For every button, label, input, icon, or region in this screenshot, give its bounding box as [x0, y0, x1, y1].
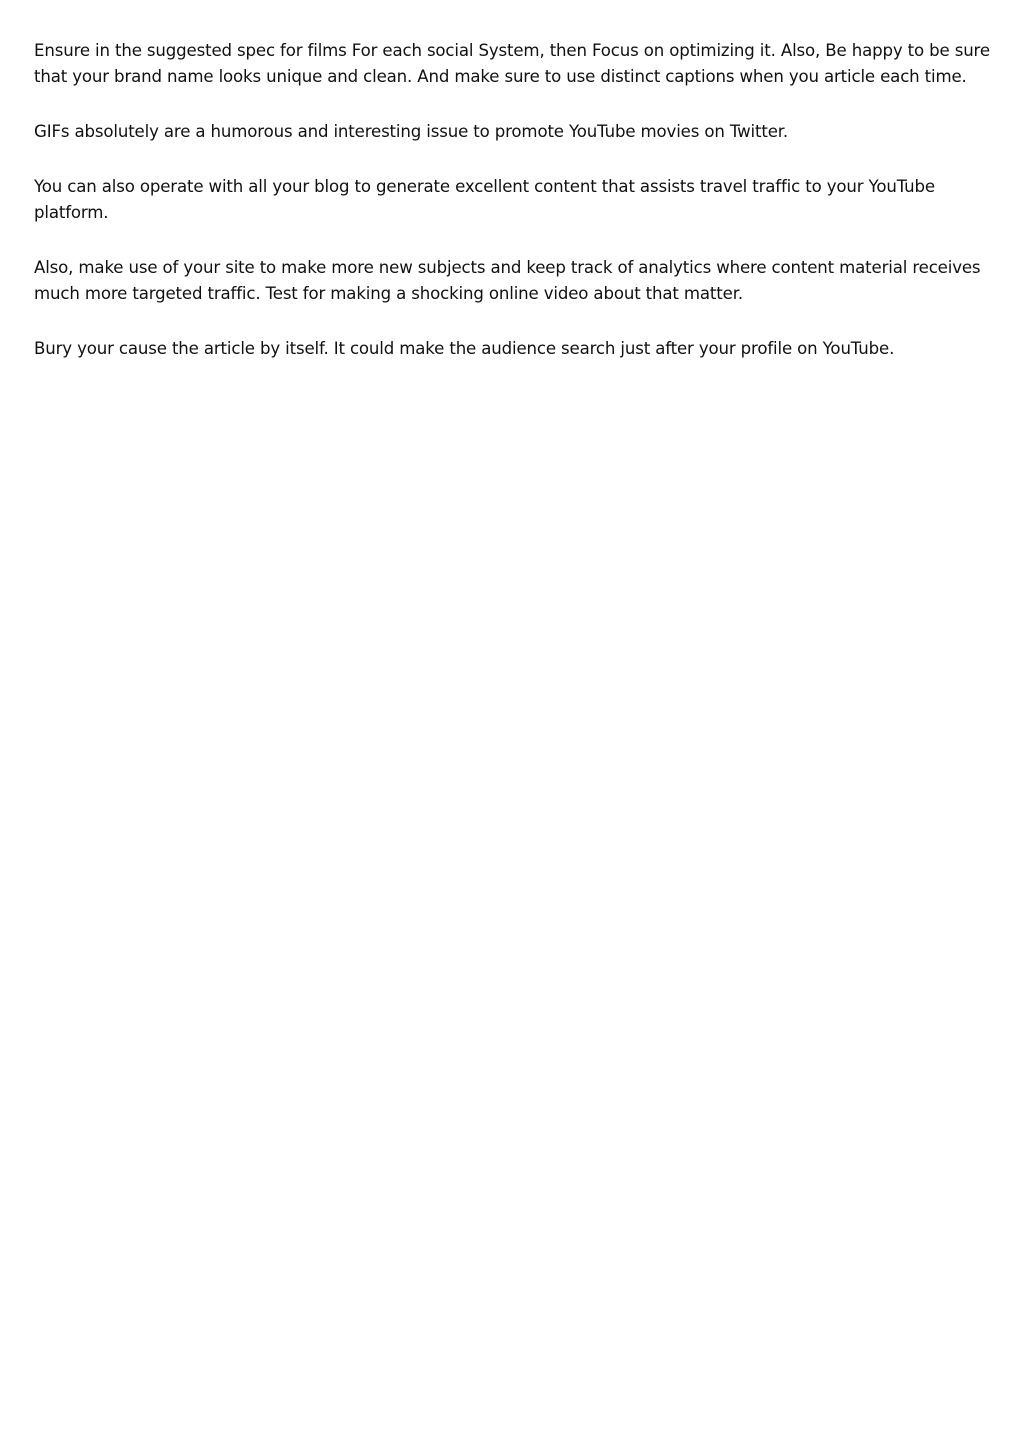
paragraph-4: Also, make use of your site to make more new subjects and keep track of analytics where content material receives much more targeted traffic. Test for making a shocking online video about that matter.	[34, 258, 981, 303]
paragraph-1: Ensure in the suggested spec for films For each social System, then Focus on optimizing it. Also, Be happy to be sure that your brand name looks unique and clean. And make sure to use distinct captions when you article each time.	[34, 41, 990, 86]
paragraph-2: GIFs absolutely are a humorous and interesting issue to promote YouTube movies on Twitter.	[34, 122, 789, 141]
paragraph-5: Bury your cause the article by itself. It could make the audience search just after your profile on YouTube.	[34, 339, 895, 358]
document-page	[34, 38, 998, 391]
paragraph-3: You can also operate with all your blog to generate excellent content that assists travel traffic to your YouTube platform.	[34, 177, 935, 222]
